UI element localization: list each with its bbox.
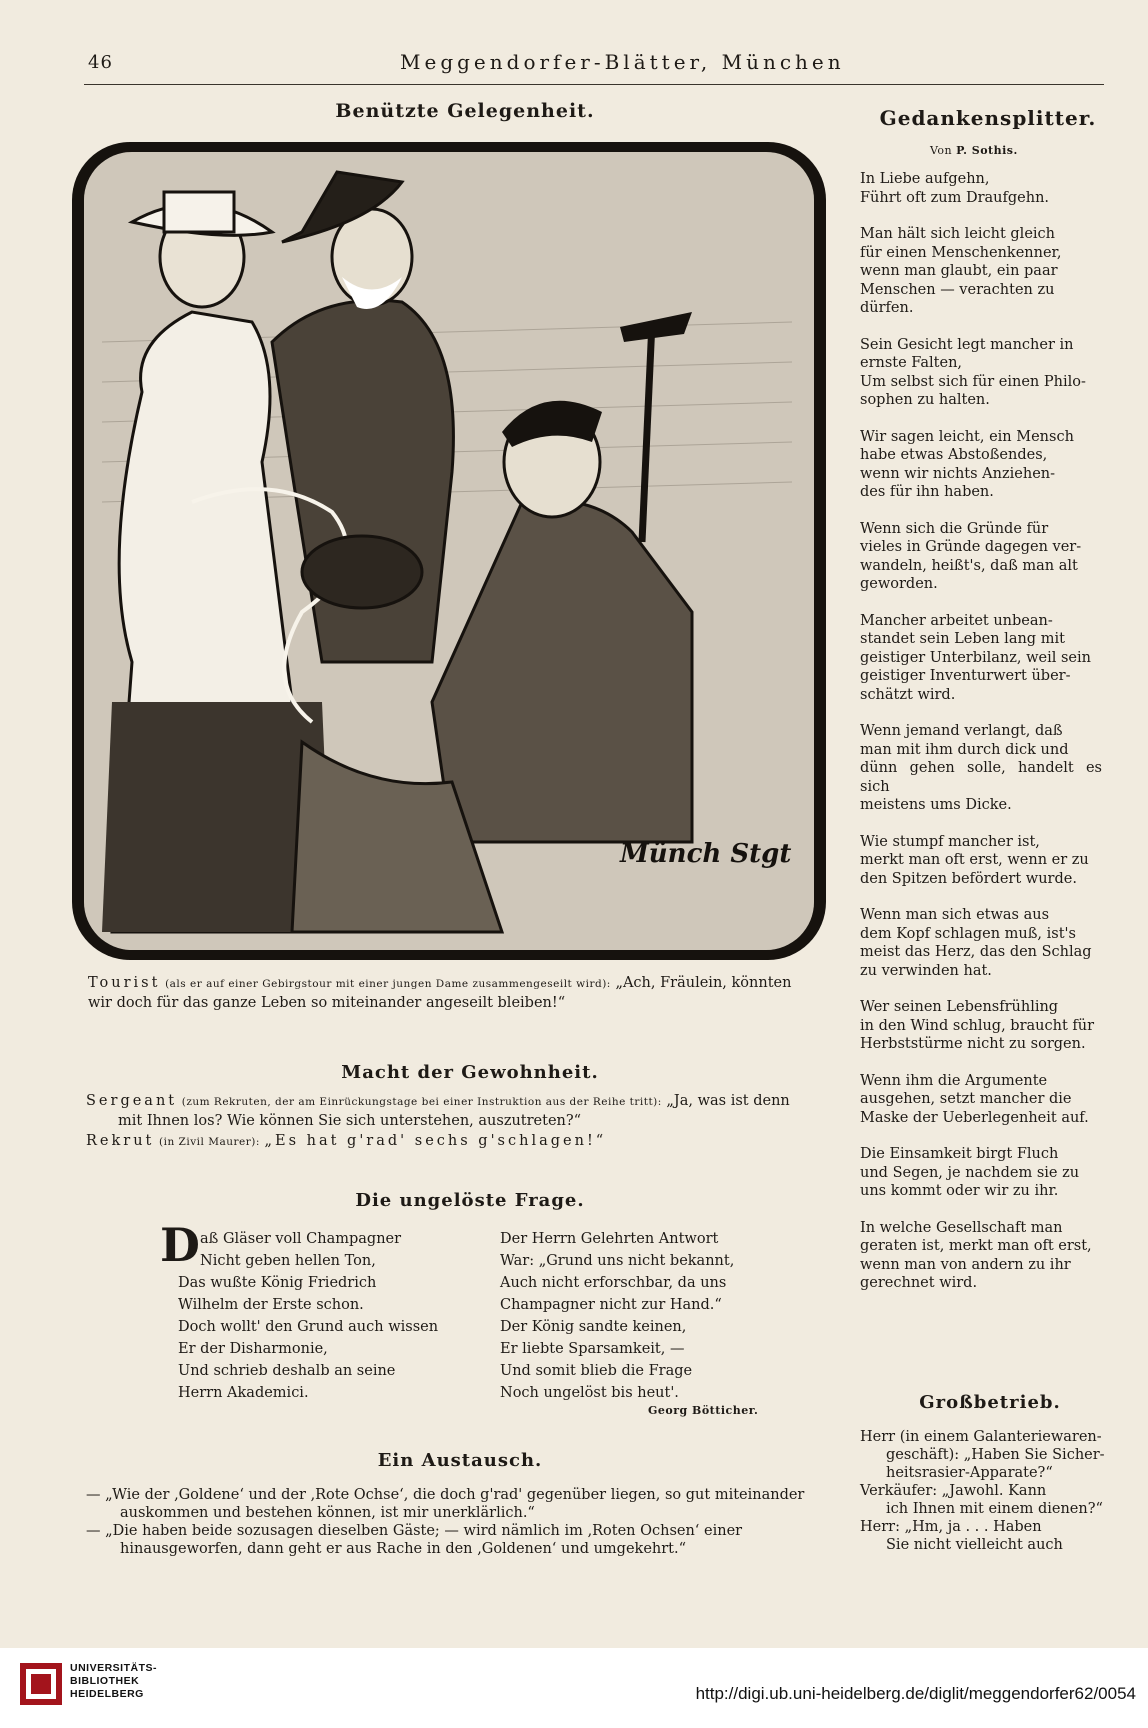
cartoon-illustration xyxy=(72,142,826,960)
verse-line: Nicht geben hellen Ton, xyxy=(200,1253,376,1269)
verse-line: Und somit blieb die Frage xyxy=(500,1363,693,1379)
aphorism-line: und Segen, je nachdem sie zu xyxy=(860,1164,1080,1181)
splitter-byline: Von P. Sothis. xyxy=(930,144,1018,157)
aphorism-line: wenn man glaubt, ein paar xyxy=(860,263,1058,279)
aphorism-line: Wenn man sich etwas aus xyxy=(860,907,1050,923)
aphorism-line: geistiger Unterbilanz, weil sein xyxy=(860,649,1091,666)
aphorism-line: geraten ist, merkt man oft erst, xyxy=(860,1238,1092,1254)
aphorism-line: Führt oft zum Draufgehn. xyxy=(860,189,1050,206)
aphorism-line: Um selbst sich für einen Philo- xyxy=(860,373,1086,390)
gross-title: Großbetrieb. xyxy=(919,1392,1061,1413)
aphorism-line: wandeln, heißt's, daß man alt xyxy=(860,557,1078,574)
source-url-link[interactable]: http://digi.ub.uni-heidelberg.de/diglit/meggendorfer62/0054 xyxy=(695,1684,1136,1703)
page-number: 46 xyxy=(88,52,113,73)
frage-title: Die ungelöste Frage. xyxy=(355,1190,585,1211)
aphorism xyxy=(860,722,1102,815)
verse-line: Doch wollt' den Grund auch wissen xyxy=(178,1319,439,1335)
macht-title: Macht der Gewohnheit. xyxy=(341,1062,599,1083)
aphorism-line: Menschen — verachten zu xyxy=(860,281,1055,298)
aphorism-line: sophen zu halten. xyxy=(860,392,990,408)
macht-line1: Sergeant (zum Rekruten, der am Einrückungstage bei einer Instruktion aus der Reihe tritt): „Ja, was ist denn xyxy=(86,1093,790,1109)
aphorism-line: Maske der Ueberlegenheit auf. xyxy=(860,1109,1089,1126)
verse-line: Wilhelm der Erste schon. xyxy=(178,1297,364,1313)
publication-title: Meggendorfer-Blätter, München xyxy=(400,50,845,74)
aphorism xyxy=(860,906,1102,980)
aphorism-line: des für ihn haben. xyxy=(860,484,994,500)
caption-speaker: Tourist xyxy=(88,975,161,991)
aphorism-line: wenn man von andern zu ihr xyxy=(860,1256,1071,1273)
aphorism xyxy=(860,428,1102,502)
gross-body xyxy=(860,1428,1106,1554)
verse-line: Das wußte König Friedrich xyxy=(178,1275,377,1291)
aphorism-line: merkt man oft erst, wenn er zu xyxy=(860,852,1089,868)
aphorism-line: den Spitzen befördert wurde. xyxy=(860,870,1077,887)
illustration-drawing xyxy=(72,142,826,960)
aphorism-line: schätzt wird. xyxy=(860,686,956,703)
aphorism-line: Herbststürme nicht zu sorgen. xyxy=(860,1036,1086,1052)
aphorism-line: Wer seinen Lebensfrühling xyxy=(860,999,1059,1015)
aphorism-line: für einen Menschenkenner, xyxy=(860,244,1062,261)
aphorism-line: uns kommt oder wir zu ihr. xyxy=(860,1183,1059,1199)
library-logo-icon xyxy=(18,1661,64,1707)
aphorism xyxy=(860,833,1102,889)
caption-stage: (als er auf einer Gebirgstour mit einer jungen Dame zusammengeseilt wird): xyxy=(165,978,611,990)
frage-stanza-right xyxy=(500,1228,800,1404)
aphorism-line: dem Kopf schlagen muß, ist's xyxy=(860,925,1076,942)
caption-line1: „Ach, Fräulein, könnten xyxy=(615,975,792,991)
aphorism-line: ausgehen, setzt mancher die xyxy=(860,1091,1072,1107)
library-name: UNIVERSITÄTS- BIBLIOTHEK HEIDELBERG xyxy=(70,1662,158,1700)
aphorism-line: Mancher arbeitet unbean- xyxy=(860,612,1053,629)
artist-signature: Münch Stgt xyxy=(620,839,792,869)
cartoon-caption xyxy=(88,974,830,994)
verse-line: Der König sandte keinen, xyxy=(500,1319,687,1335)
gross-line: ich Ihnen mit einem dienen?“ xyxy=(886,1501,1103,1517)
splitter-column xyxy=(860,170,1102,1311)
aphorism-line: Wie stumpf mancher ist, xyxy=(860,833,1040,850)
verse-line: Und schrieb deshalb an seine xyxy=(178,1363,396,1379)
aphorism-line: meist das Herz, das den Schlag xyxy=(860,944,1092,960)
aphorism-line: Wenn ihm die Argumente xyxy=(860,1072,1048,1089)
macht-line2: mit Ihnen los? Wie können Sie sich unterstehen, auszutreten?“ xyxy=(118,1113,582,1129)
verse-line: Noch ungelöst bis heut'. xyxy=(500,1385,679,1401)
aphorism-line: dünn gehen solle, handelt es sich xyxy=(860,760,1102,795)
aphorism-line: geworden. xyxy=(860,576,938,592)
verse-line: War: „Grund uns nicht bekannt, xyxy=(500,1253,735,1269)
aphorism xyxy=(860,998,1102,1054)
gross-line: Herr (in einem Galanteriewaren- xyxy=(860,1429,1102,1445)
aphorism-line: dürfen. xyxy=(860,300,914,316)
aphorism-line: vieles in Gründe dagegen ver- xyxy=(860,539,1082,555)
aphorism xyxy=(860,1072,1102,1128)
aphorism-line: geistiger Inventurwert über- xyxy=(860,668,1071,684)
caption-line2: wir doch für das ganze Leben so miteinander angeseilt bleiben!“ xyxy=(88,995,566,1011)
splitter-title: Gedankensplitter. xyxy=(879,106,1097,130)
macht-line3: Rekrut (in Zivil Maurer): „Es hat g'rad' sechs g'schlagen!“ xyxy=(86,1133,607,1149)
austausch-line: auskommen und bestehen können, ist mir unerklärlich.“ xyxy=(120,1505,535,1521)
aphorism-line: zu verwinden hat. xyxy=(860,962,992,979)
aphorism xyxy=(860,520,1102,594)
gross-line: Verkäufer: „Jawohl. Kann xyxy=(860,1483,1047,1499)
aphorism-line: ernste Falten, xyxy=(860,355,963,371)
gross-line: geschäft): „Haben Sie Sicher- xyxy=(886,1447,1105,1463)
aphorism xyxy=(860,336,1102,410)
aphorism-line: In welche Gesellschaft man xyxy=(860,1219,1063,1236)
gross-line: heitsrasier-Apparate?“ xyxy=(886,1465,1053,1481)
aphorism xyxy=(860,1145,1102,1201)
frage-dropcap: D xyxy=(160,1218,200,1272)
aphorism-line: wenn wir nichts Anziehen- xyxy=(860,465,1056,482)
aphorism-line: gerechnet wird. xyxy=(860,1275,978,1291)
verse-line: aß Gläser voll Champagner xyxy=(200,1231,402,1247)
verse-line: Herrn Akademici. xyxy=(178,1385,309,1401)
austausch-body xyxy=(86,1486,846,1558)
austausch-line: — „Die haben beide sozusagen dieselben Gäste; — wird nämlich im ‚Roten Ochsen‘ einer xyxy=(86,1523,743,1539)
aphorism-line: Sein Gesicht legt mancher in xyxy=(860,336,1074,353)
gross-line: Herr: „Hm, ja . . . Haben xyxy=(860,1519,1042,1535)
aphorism-line: Wenn sich die Gründe für xyxy=(860,520,1049,537)
aphorism xyxy=(860,612,1102,705)
aphorism xyxy=(860,1219,1102,1293)
aphorism-line: Die Einsamkeit birgt Fluch xyxy=(860,1146,1059,1162)
aphorism-line: standet sein Leben lang mit xyxy=(860,631,1065,647)
verse-line: Der Herrn Gelehrten Antwort xyxy=(500,1231,719,1247)
aphorism-line: Wenn jemand verlangt, daß xyxy=(860,723,1063,739)
verse-line: Auch nicht erforschbar, da uns xyxy=(500,1275,727,1291)
aphorism-line: In Liebe aufgehn, xyxy=(860,171,990,187)
frage-author: Georg Bötticher. xyxy=(648,1404,759,1417)
austausch-line: — „Wie der ‚Goldene‘ und der ‚Rote Ochse‘, die doch g'rad' gegenüber liegen, so gut miteinander xyxy=(86,1487,805,1503)
austausch-line: hinausgeworfen, dann geht er aus Rache in den ‚Goldenen‘ und umgekehrt.“ xyxy=(120,1541,687,1557)
verse-line: Champagner nicht zur Hand.“ xyxy=(500,1297,722,1313)
frage-stanza-left xyxy=(178,1228,490,1404)
cartoon-title: Benützte Gelegenheit. xyxy=(335,100,595,122)
aphorism-line: in den Wind schlug, braucht für xyxy=(860,1017,1095,1034)
aphorism-line: Man hält sich leicht gleich xyxy=(860,226,1055,242)
aphorism xyxy=(860,225,1102,318)
header-rule xyxy=(84,84,1104,85)
aphorism xyxy=(860,170,1102,207)
verse-line: Er der Disharmonie, xyxy=(178,1341,328,1357)
verse-line: Er liebte Sparsamkeit, — xyxy=(500,1341,685,1357)
gross-line: Sie nicht vielleicht auch xyxy=(886,1537,1063,1553)
aphorism-line: Wir sagen leicht, ein Mensch xyxy=(860,428,1074,445)
aphorism-line: habe etwas Abstoßendes, xyxy=(860,447,1048,463)
aphorism-line: man mit ihm durch dick und xyxy=(860,741,1069,758)
austausch-title: Ein Austausch. xyxy=(377,1450,543,1471)
aphorism-line: meistens ums Dicke. xyxy=(860,797,1012,813)
